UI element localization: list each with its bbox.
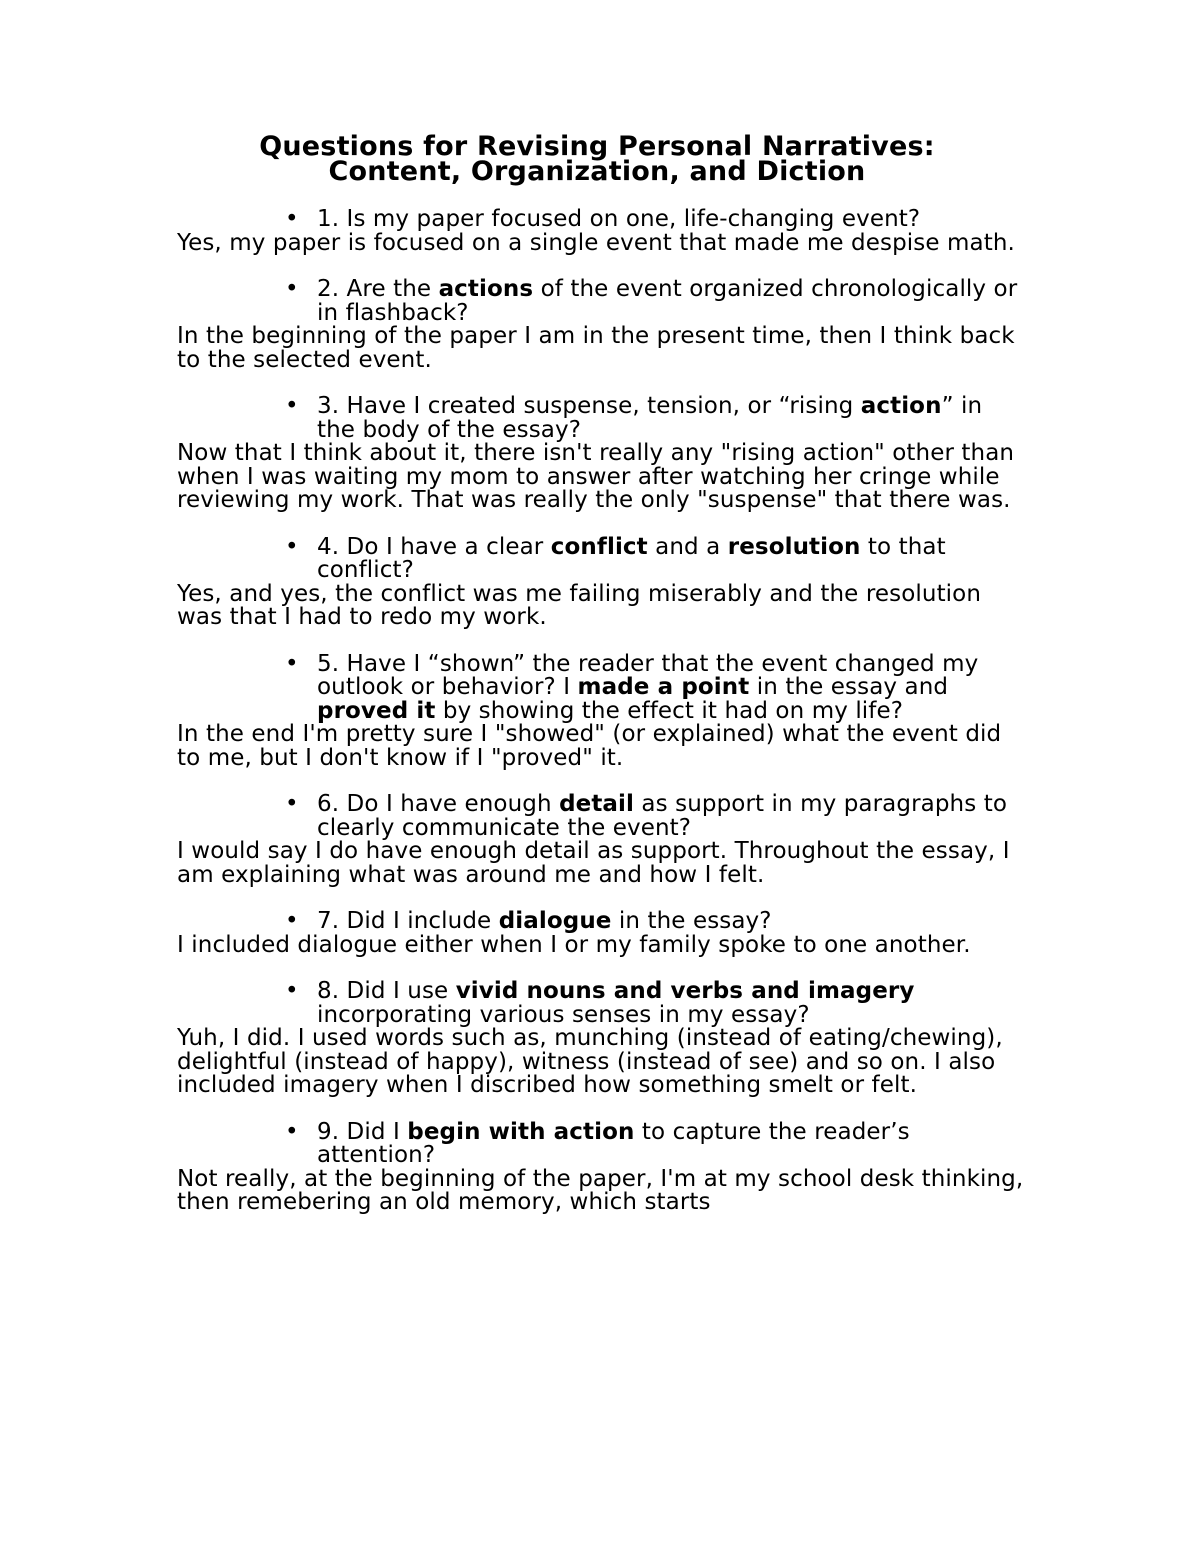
question-emphasis: actions	[438, 276, 534, 302]
question-text	[317, 1118, 1027, 1168]
question-segment: in the essay?	[611, 908, 772, 934]
document-title	[177, 131, 1017, 187]
title-line-2: Content, Organization, and Diction	[328, 156, 866, 187]
bullet-icon: •	[285, 650, 299, 677]
questions-list	[177, 208, 1027, 1215]
question-segment: to capture the reader’s attention?	[317, 1118, 910, 1168]
bullet-icon: •	[285, 276, 299, 302]
question-segment: in the essay and	[749, 674, 949, 700]
question-item	[285, 908, 1027, 934]
question-text	[317, 793, 1027, 840]
question-item	[285, 533, 1027, 583]
question-emphasis: dialogue	[498, 908, 612, 934]
bullet-icon: •	[285, 978, 299, 1004]
bullet-icon: •	[285, 533, 299, 560]
question-emphasis: vivid nouns and verbs and imagery	[455, 978, 915, 1004]
bullet-icon: •	[285, 908, 299, 934]
question-item	[285, 393, 1027, 443]
question-segment: by showing the effect it had on my life?	[435, 697, 904, 724]
question-segment: and a	[647, 533, 728, 560]
question-emphasis: resolution	[727, 533, 861, 560]
question-segment: of the event organized chronologically or in flashback?	[317, 276, 1018, 326]
question-text	[317, 980, 1027, 1027]
question-segment: 5. Have I “shown” the reader that the event changed my outlook or behavior? I	[317, 650, 979, 700]
bullet-icon: •	[285, 206, 299, 232]
bullet-icon: •	[285, 1118, 299, 1145]
title-line-1: Questions for Revising Personal Narratives:	[259, 131, 935, 162]
question-segment: 8. Did I use	[317, 978, 456, 1004]
answer-text: Yes, my paper is focused on a single event that made me despise math.	[177, 229, 1015, 256]
question-text	[317, 208, 1027, 232]
question-emphasis: begin with action	[407, 1118, 635, 1145]
answer-text: Yes, and yes, the conflict was me failing miserably and the resolution was that I had to redo my work.	[177, 580, 982, 630]
answer-text: I included dialogue either when I or my family spoke to one another.	[177, 931, 971, 958]
question-item	[285, 276, 1027, 326]
question-item	[285, 978, 1027, 1028]
question-segment: 3. Have I created suspense, tension, or “rising	[317, 393, 861, 419]
question-item	[285, 1118, 1027, 1168]
question-text	[317, 533, 1027, 583]
question-text	[317, 910, 1027, 934]
question-emphasis: action	[860, 393, 942, 419]
question-text	[317, 278, 1027, 325]
question-emphasis: conflict	[550, 533, 648, 560]
answer-text: In the end I'm pretty sure I "showed" (or explained) what the event did to me, but I don't know if I "proved" it.	[177, 721, 1002, 771]
question-segment: 4. Do I have a clear	[317, 533, 551, 560]
question-item	[285, 791, 1027, 841]
answer-text: Yuh, I did. I used words such as, munching (instead of eating/chewing), delightful (instead of happy), witness (instead of see) and so on. I also included imagery when I discribed how something smelt or felt.	[177, 1025, 1003, 1098]
question-segment: incorporating various senses in my essay?	[317, 1001, 810, 1028]
question-emphasis: detail	[559, 791, 635, 817]
question-item	[285, 206, 1027, 232]
question-text	[317, 395, 1027, 442]
question-segment: 2. Are the	[317, 276, 439, 302]
answer-text: I would say I do have enough detail as support. Throughout the essay, I am explaining what was around me and how I felt.	[177, 838, 1010, 888]
bullet-icon: •	[285, 791, 299, 817]
question-text	[317, 650, 1027, 724]
question-segment: 1. Is my paper focused on one, life-changing event?	[317, 206, 921, 232]
question-segment: to that conflict?	[317, 533, 946, 583]
question-item	[285, 650, 1027, 724]
question-segment: 6. Do I have enough	[317, 791, 560, 817]
question-segment: as support in my paragraphs to clearly communicate the event?	[317, 791, 1007, 841]
question-segment: 9. Did I	[317, 1118, 408, 1145]
question-emphasis: made a point	[577, 674, 750, 700]
bullet-icon: •	[285, 393, 299, 419]
answer-text: In the beginning of the paper I am in the present time, then I think back to the selected event.	[177, 323, 1015, 373]
question-segment: ” in the body of the essay?	[317, 393, 983, 443]
question-emphasis: proved it	[317, 697, 436, 724]
answer-text: Now that I think about it, there isn't really any "rising action" other than when I was waiting my mom to answer after watching her cringe while reviewing my work. That was really the only "suspense" that there was.	[177, 440, 1015, 513]
question-segment: 7. Did I include	[317, 908, 499, 934]
answer-text: Not really, at the beginning of the paper, I'm at my school desk thinking, then remebering an old memory, which starts	[177, 1165, 1024, 1215]
